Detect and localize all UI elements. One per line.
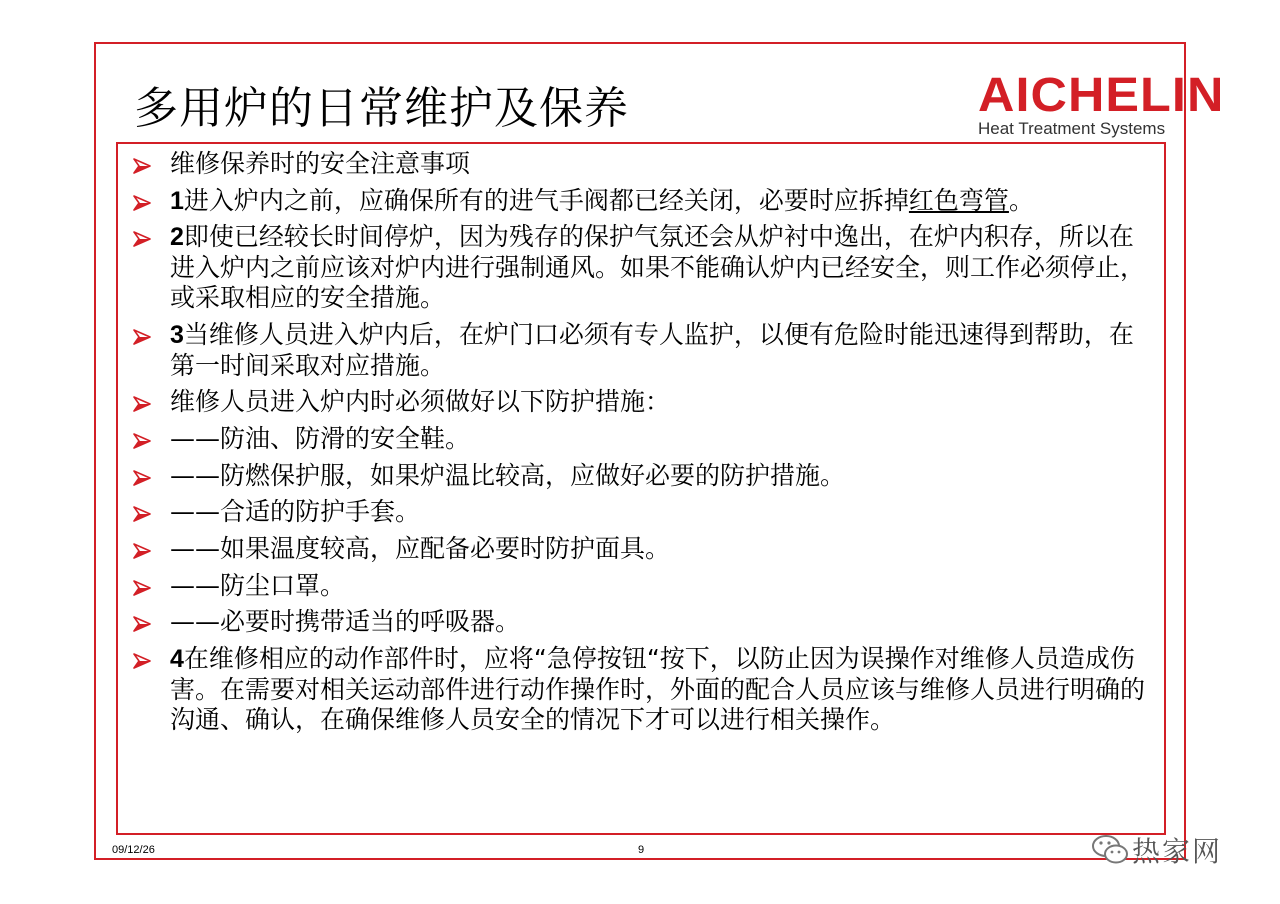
item-text-tail: 。 — [1008, 185, 1034, 215]
item-text: ——合适的防护手套。 — [170, 497, 421, 527]
arrow-bullet-icon — [132, 653, 152, 669]
item-text: ——防尘口罩。 — [170, 570, 346, 600]
item-text: ——防油、防滑的安全鞋。 — [170, 423, 471, 453]
arrow-bullet-icon — [132, 580, 152, 596]
list-item — [132, 222, 1154, 314]
arrow-bullet-icon — [132, 195, 152, 211]
item-number: 3 — [170, 321, 184, 350]
watermark-text: 热家网 — [1132, 835, 1223, 868]
footer-page-number: 9 — [638, 844, 645, 856]
content-box — [116, 142, 1166, 835]
arrow-bullet-icon — [132, 231, 152, 247]
list-item — [132, 607, 1154, 638]
list-item — [132, 424, 1154, 455]
list-item — [132, 320, 1154, 381]
list-item — [132, 497, 1154, 528]
list-item — [132, 644, 1154, 736]
list-item — [132, 571, 1154, 602]
bullet-list — [118, 144, 1164, 736]
aichelin-logo — [978, 69, 1225, 140]
arrow-bullet-icon — [132, 158, 152, 174]
arrow-bullet-icon — [132, 506, 152, 522]
item-text: 进入炉内之前，应确保所有的进气手阀都已经关闭，必要时应拆掉 — [183, 185, 909, 215]
list-item — [132, 534, 1154, 565]
item-text: ——必要时携带适当的呼吸器。 — [170, 607, 521, 637]
item-text: 在维修相应的动作部件时，应将“急停按钮“按下，以防止因为误操作对维修人员造成伤害。在需要对相关运动部件进行动作操作时，外面的配合人员应该与维修人员进行明确的沟通、确认，在确保维修人员安全的情况下才可以进行相关操作。 — [170, 644, 1146, 735]
watermark — [1088, 826, 1238, 870]
arrow-bullet-icon — [132, 433, 152, 449]
item-number: 2 — [170, 223, 184, 252]
item-text: 维修人员进入炉内时必须做好以下防护措施： — [170, 387, 671, 417]
item-text: 维修保养时的安全注意事项 — [170, 149, 471, 178]
wechat-icon — [1090, 832, 1130, 868]
arrow-bullet-icon — [132, 329, 152, 345]
logo-tagline: Heat Treatment Systems — [978, 119, 1166, 138]
item-number: 4 — [170, 645, 184, 674]
footer-date: 09/12/26 — [112, 844, 155, 856]
item-text: ——如果温度较高，应配备必要时防护面具。 — [170, 534, 671, 563]
arrow-bullet-icon — [132, 616, 152, 632]
item-number: 1 — [170, 186, 184, 215]
arrow-bullet-icon — [132, 470, 152, 486]
item-text: ——防燃保护服，如果炉温比较高，应做好必要的防护措施。 — [170, 460, 846, 490]
list-item — [132, 461, 1154, 492]
logo-wordmark: AICHELIN — [978, 69, 1225, 122]
slide-title: 多用炉的日常维护及保养 — [134, 83, 629, 134]
list-item — [132, 149, 1154, 180]
list-item — [132, 186, 1154, 217]
item-text: 当维修人员进入炉内后，在炉门口必须有专人监护，以便有危险时能迅速得到帮助，在第一时间采取对应措施。 — [170, 320, 1134, 380]
arrow-bullet-icon — [132, 543, 152, 559]
list-item — [132, 387, 1154, 418]
arrow-bullet-icon — [132, 396, 152, 412]
underlined-text: 红色弯管 — [908, 185, 1009, 215]
item-text: 即使已经较长时间停炉，因为残存的保护气氛还会从炉衬中逸出，在炉内积存，所以在进入炉内之前应该对炉内进行强制通风。如果不能确认炉内已经安全，则工作必须停止，或采取相应的安全措施。 — [170, 222, 1146, 313]
